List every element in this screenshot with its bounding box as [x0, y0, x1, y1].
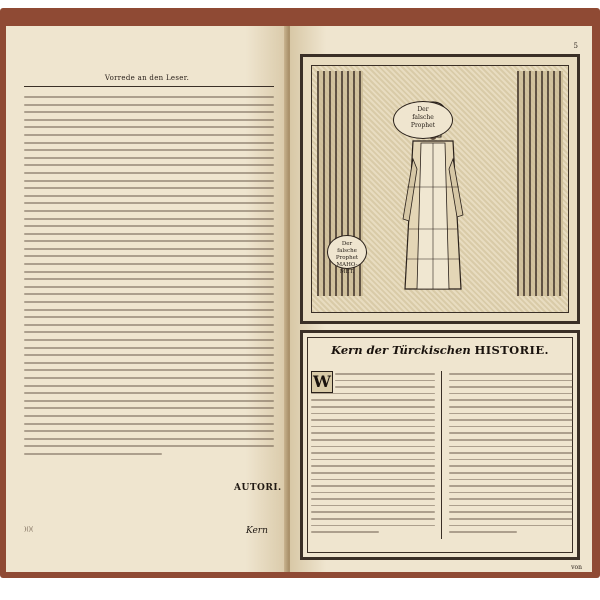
text-line	[311, 406, 435, 408]
text-line	[449, 399, 573, 401]
text-line	[24, 400, 274, 402]
text-line	[449, 446, 573, 448]
text-line	[449, 373, 573, 375]
text-line	[449, 413, 573, 415]
text-line	[449, 459, 573, 461]
text-line	[24, 423, 274, 425]
oval-line: falsche	[412, 114, 434, 121]
text-line	[24, 202, 274, 204]
engraving-frame	[300, 54, 580, 324]
text-line	[24, 248, 274, 250]
text-line	[311, 419, 435, 421]
text-line	[24, 430, 274, 432]
text-line	[449, 426, 573, 428]
text-line	[24, 331, 274, 333]
page-number: 5	[573, 42, 578, 50]
oval-line: Prophet	[410, 122, 436, 129]
medal-line: Der	[341, 241, 353, 247]
text-line	[24, 263, 274, 265]
text-line	[311, 472, 435, 474]
text-line	[24, 369, 274, 371]
curtain-right	[517, 71, 563, 296]
text-line	[24, 119, 274, 121]
text-line	[311, 531, 379, 533]
left-page	[6, 26, 288, 572]
closing-word: AUTORI.	[234, 483, 282, 493]
text-line	[449, 511, 573, 513]
text-column-left	[311, 373, 435, 543]
text-line	[24, 324, 274, 326]
text-line	[24, 286, 274, 288]
text-line	[449, 472, 573, 474]
text-line	[449, 498, 573, 500]
text-line	[449, 492, 573, 494]
running-head: Vorrede an den Leser.	[104, 74, 190, 82]
text-line	[24, 453, 162, 455]
text-line	[449, 485, 573, 487]
text-line	[24, 392, 274, 394]
text-line	[449, 439, 573, 441]
text-line	[24, 218, 274, 220]
catchword-right: von	[571, 564, 582, 571]
history-text-frame	[300, 330, 580, 560]
text-line	[24, 164, 274, 166]
portrait-caption-oval	[393, 101, 453, 139]
text-line	[449, 518, 573, 520]
text-line	[24, 278, 274, 280]
text-line	[24, 316, 274, 318]
preface-body-text	[24, 96, 274, 462]
text-line	[24, 301, 274, 303]
text-line	[311, 426, 435, 428]
text-line	[24, 187, 274, 189]
text-line	[449, 465, 573, 467]
text-line	[311, 505, 435, 507]
text-line	[311, 479, 435, 481]
text-line	[24, 240, 274, 242]
text-line	[24, 293, 274, 295]
text-line	[24, 377, 274, 379]
drop-cap: W	[311, 371, 333, 393]
portrait-medallion	[327, 235, 367, 275]
text-line	[24, 438, 274, 440]
text-line	[311, 485, 435, 487]
text-line	[311, 492, 435, 494]
text-line	[24, 385, 274, 387]
text-line	[449, 406, 573, 408]
text-line	[311, 452, 435, 454]
text-line	[24, 96, 274, 98]
text-line	[449, 479, 573, 481]
text-line	[449, 452, 573, 454]
text-line	[311, 511, 435, 513]
text-line	[24, 126, 274, 128]
text-line	[24, 347, 274, 349]
text-line	[24, 309, 274, 311]
medal-line: falsche	[337, 248, 357, 254]
text-line	[24, 339, 274, 341]
text-line	[311, 393, 435, 395]
title-roman: HISTORIE.	[474, 343, 549, 357]
text-line	[24, 255, 274, 257]
text-line	[311, 465, 435, 467]
text-line	[24, 354, 274, 356]
text-line	[24, 195, 274, 197]
medal-line: MAHO-	[336, 262, 358, 268]
text-line	[24, 142, 274, 144]
text-line	[24, 225, 274, 227]
text-line	[311, 459, 435, 461]
medal-line: Prophet	[335, 255, 359, 261]
text-line	[449, 525, 573, 527]
text-line	[24, 445, 274, 447]
text-line	[449, 380, 573, 382]
medal-line: MET.	[339, 269, 355, 275]
text-line	[311, 432, 435, 434]
text-line	[335, 373, 435, 375]
text-line	[449, 419, 573, 421]
text-line	[311, 525, 435, 527]
text-line	[311, 518, 435, 520]
text-line	[24, 407, 274, 409]
column-divider	[441, 371, 442, 539]
head-rule	[24, 86, 274, 87]
oval-line: Der	[417, 106, 429, 113]
text-line	[449, 432, 573, 434]
text-line	[24, 157, 274, 159]
title-blackletter: Kern der Türckischen	[331, 343, 471, 357]
text-line	[311, 498, 435, 500]
text-line	[311, 446, 435, 448]
text-line	[24, 104, 274, 106]
signature-mark: )()(	[24, 526, 34, 533]
text-line	[335, 386, 435, 388]
text-line	[24, 415, 274, 417]
text-line	[24, 111, 274, 113]
text-line	[24, 149, 274, 151]
page-title	[303, 343, 577, 357]
text-line	[449, 531, 517, 533]
text-line	[311, 413, 435, 415]
text-line	[24, 180, 274, 182]
right-page	[290, 26, 592, 572]
text-line	[24, 362, 274, 364]
text-line	[449, 505, 573, 507]
text-line	[24, 271, 274, 273]
text-line	[24, 210, 274, 212]
text-line	[449, 386, 573, 388]
catchword-left: Kern	[246, 526, 268, 536]
text-line	[24, 172, 274, 174]
text-line	[24, 233, 274, 235]
text-line	[311, 439, 435, 441]
open-book	[0, 8, 600, 578]
text-line	[24, 134, 274, 136]
text-column-right	[449, 373, 573, 543]
text-line	[335, 380, 435, 382]
text-line	[311, 399, 435, 401]
text-line	[449, 393, 573, 395]
